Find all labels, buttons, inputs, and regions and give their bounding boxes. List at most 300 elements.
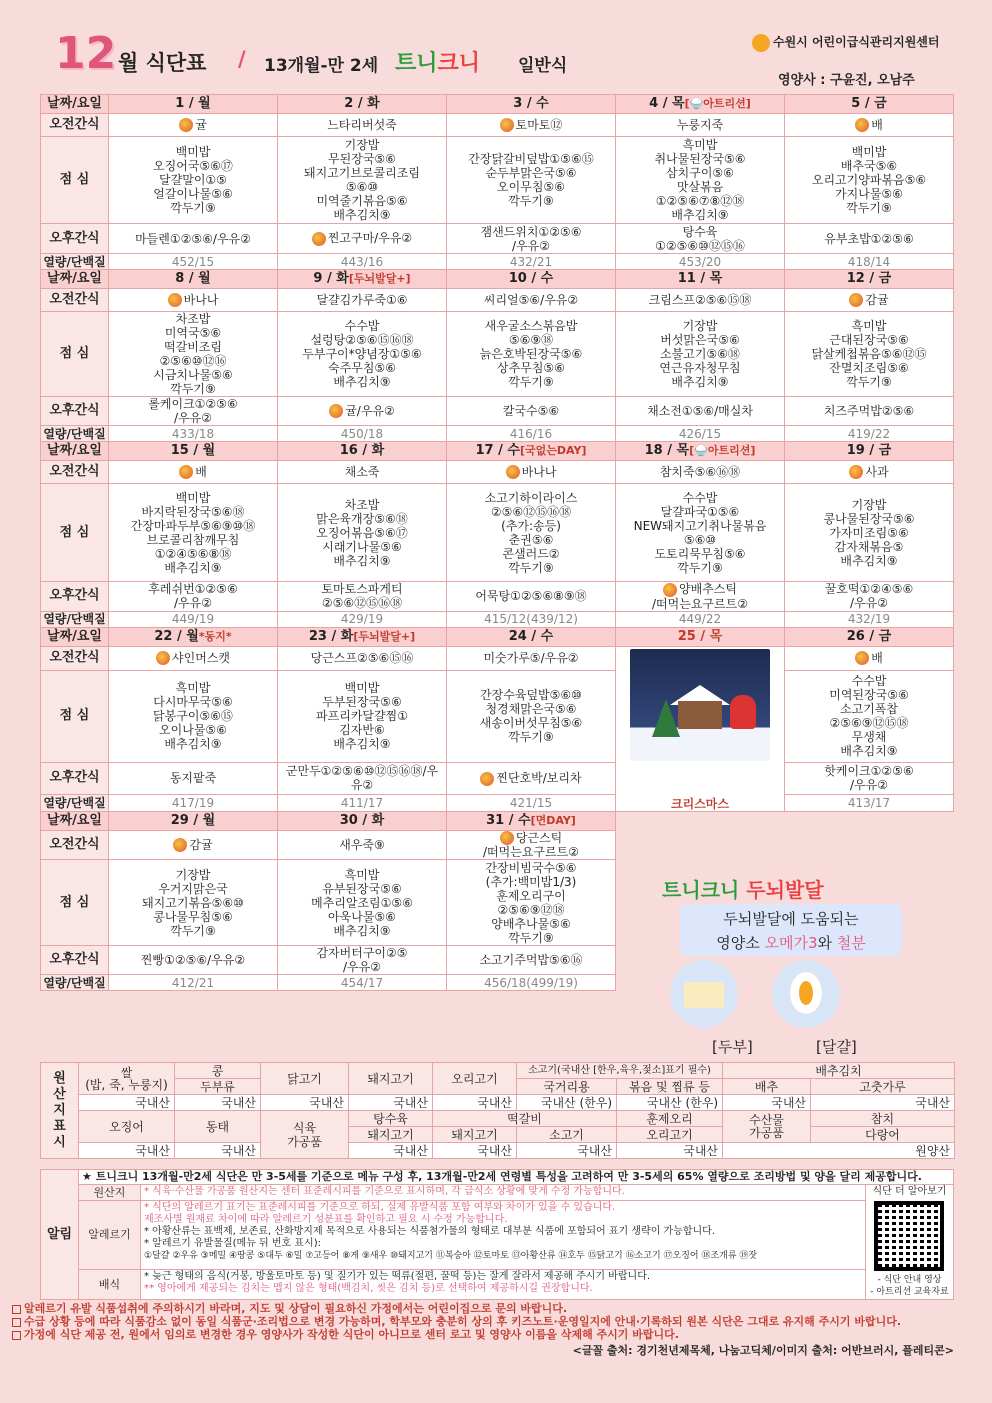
- lunch-text: 소고기하이라이스 ②⑤⑥⑫⑮⑯⑱ (추가:송등) 춘권⑤⑥ 콘샐러드② 깍두기⑨: [484, 490, 578, 575]
- lunch-text: 기장밥 콩나물된장국⑤⑥ 가자미조림⑤⑥ 감자채볶음⑤ 배추김치⑨: [823, 497, 915, 568]
- am-snack-label: 오전간식: [41, 461, 109, 484]
- promo-title: [662, 874, 824, 903]
- origin-side: 원 산 지 표 시: [41, 1063, 79, 1159]
- origin-val: 국내산 (한우): [617, 1095, 723, 1111]
- pm-snack-cell: [785, 224, 954, 254]
- pm-snack-cell: [447, 224, 616, 254]
- am-snack-text: 당근스틱 /떠먹는요구르트②: [483, 830, 579, 859]
- fruit-icon: [179, 465, 193, 479]
- kcal-label: 열량/단백질: [41, 254, 109, 270]
- origin-bean: 콩: [175, 1063, 261, 1079]
- am-snack-cell: [278, 114, 447, 137]
- day-date: 26 / 금: [846, 628, 892, 644]
- origin-chicken: 닭고기: [261, 1063, 349, 1095]
- lunch-label: 점 심: [41, 860, 109, 946]
- am-snack-text: 씨리얼⑤⑥/우유②: [483, 293, 579, 307]
- day-header: [616, 627, 785, 646]
- credit: <글꼴 출처: 경기천년제목체, 나눔고딕체/이미지 출처: 어반브러시, 플레티콘>: [572, 1344, 954, 1357]
- day-date: 25 / 목: [677, 628, 723, 644]
- kcal-label: 열량/단백질: [41, 426, 109, 442]
- day-date: 12 / 금: [846, 271, 892, 286]
- lunch-label: 점 심: [41, 312, 109, 397]
- am-snack-text: 사과: [865, 464, 889, 479]
- pm-snack-text: 찐빵①②⑤⑥/우유②: [140, 953, 246, 967]
- pm-snack-cell: [616, 397, 785, 426]
- pm-snack-text: 유부초밥①②⑤⑥: [824, 231, 914, 246]
- day-date: 2 / 화: [344, 96, 380, 111]
- kcal-text: 449/19: [171, 612, 215, 626]
- am-snack-cell: [109, 461, 278, 484]
- lunch-cell: [447, 860, 616, 946]
- pm-snack-cell: [109, 946, 278, 975]
- am-snack-cell: [109, 830, 278, 860]
- kcal-cell: [785, 794, 954, 811]
- notice-serve: [141, 1270, 866, 1300]
- origin-tuna-b: 다랑어: [811, 1127, 955, 1143]
- tofu-label: [두부]: [712, 1038, 753, 1056]
- promo-line2a: 영양소: [716, 934, 760, 952]
- origin-val: 국내산: [349, 1095, 433, 1111]
- pm-snack-text: 꿀호떡①②④⑤⑥ /우유②: [824, 582, 914, 611]
- day-date: 30 / 화: [339, 812, 385, 828]
- am-snack-text: 귤: [195, 117, 207, 132]
- lunch-text: 기장밥 버섯맑은국⑤⑥ 소불고기⑤⑥⑱ 연근유자청무침 배추김치⑨: [659, 319, 741, 389]
- lunch-cell: [109, 860, 278, 946]
- kcal-cell: [447, 426, 616, 442]
- am-snack-cell: [785, 289, 954, 312]
- kcal-cell: [109, 254, 278, 270]
- pm-snack-cell: [447, 763, 616, 795]
- origin-smoked-duck: 오리고기: [617, 1127, 723, 1143]
- day-header: [109, 811, 278, 830]
- lunch-label: 점 심: [41, 670, 109, 762]
- am-snack-text: 배: [195, 464, 207, 479]
- kcal-text: 415/12(439/12): [484, 612, 578, 626]
- day-header: [278, 442, 447, 461]
- day-header: [616, 270, 785, 289]
- pm-snack-text: 마들렌①②⑤⑥/우유②: [135, 231, 251, 246]
- kcal-text: 449/22: [678, 612, 722, 626]
- kcal-cell: [278, 975, 447, 991]
- am-snack-text: 크림스프②⑤⑥⑮⑱: [648, 293, 752, 307]
- pm-snack-text: 군만두①②⑤⑥⑩⑫⑮⑯⑱/우 유②: [285, 764, 439, 793]
- kcal-cell: [109, 611, 278, 627]
- am-snack-text: 토마토⑫: [515, 117, 563, 132]
- day-date: 15 / 월: [170, 443, 216, 458]
- fruit-icon: [663, 583, 677, 597]
- origin-val: 국내산: [433, 1095, 517, 1111]
- age-range: 13개월-만 2세: [264, 56, 379, 76]
- origin-val: 국내산: [175, 1143, 261, 1159]
- day-date: 8 / 월: [175, 271, 211, 286]
- pm-snack-cell: [616, 224, 785, 254]
- lunch-text: 수수밥 설렁탕②⑤⑥⑮⑯⑱ 두부구이*양념장①⑤⑥ 숙주무침⑤⑥ 배추김치⑨: [302, 319, 422, 389]
- pm-snack-text: 동지팥죽: [169, 771, 217, 786]
- am-snack-label: 오전간식: [41, 646, 109, 670]
- am-snack-label: 오전간식: [41, 289, 109, 312]
- origin-beef: 소고기(국내산 [한우,육우,젖소]표기 필수): [517, 1063, 723, 1079]
- am-snack-text: 당근스프②⑤⑥⑮⑯: [310, 651, 414, 666]
- kcal-label: 열량/단백질: [41, 975, 109, 991]
- origin-val: 국내산: [517, 1143, 617, 1159]
- am-snack-cell: [785, 646, 954, 670]
- am-snack-text: 채소죽: [344, 465, 380, 479]
- origin-rice: 쌀 (밥, 죽, 누룽지): [79, 1063, 175, 1095]
- lunch-cell: [785, 312, 954, 397]
- allergy-1: * 식단의 알레르기 표기는 표준레시피를 기준으로 하되, 실제 유발식품 포함 여부와 차이가 있을 수 있습니다.: [144, 1202, 616, 1214]
- allergy-2: 제조사별 원재료 차이에 따라 알레르기 성분표를 확인하고 필요 시 수정 가능합니다.: [144, 1214, 508, 1226]
- pm-snack-cell: [785, 582, 954, 612]
- qr-code-icon[interactable]: [874, 1201, 944, 1271]
- allergy-3: * 아황산류는 표백제, 보존료, 산화방지제 목적으로 사용되는 식품첨가물의 형태로 대부분 식품에 포함되어 표기 생략이 가능합니다.: [144, 1226, 716, 1238]
- kcal-text: 450/18: [340, 426, 384, 441]
- lunch-text: 간장닭갈비덮밥①⑤⑥⑮ 순두부맑은국⑤⑥ 오이무침⑤⑥ 깍두기⑨: [468, 152, 594, 208]
- pm-snack-label: 오후간식: [41, 224, 109, 254]
- pm-snack-text: 토마토스파게티 ②⑤⑥⑫⑮⑯⑱: [321, 582, 403, 611]
- pm-snack-text: 찐고구마/우유②: [327, 231, 413, 246]
- day-date: 10 / 수: [508, 271, 554, 286]
- kcal-cell: [278, 254, 447, 270]
- pm-snack-text: 감자버터구이②⑤ /우유②: [316, 946, 408, 974]
- origin-val: 국내산: [617, 1143, 723, 1159]
- origin-squid: 오징어: [79, 1111, 175, 1143]
- day-header: [616, 95, 785, 114]
- lunch-text: 백미밥 바지락된장국⑤⑥⑱ 간장마파두부⑤⑥⑨⑩⑱ 브로콜리참깨무침 ①②④⑤⑥⑧⑱ 배추김치⑨: [130, 490, 256, 575]
- pm-snack-text: 귤/우유②: [345, 403, 395, 418]
- lunch-text: 차조밥 맑은육개장⑤⑥⑱ 오징어볶음⑤⑥⑰ 시래기나물⑤⑥ 배추김치⑨: [316, 497, 408, 568]
- kcal-cell: [109, 426, 278, 442]
- menu-table: [40, 94, 954, 991]
- origin-tang-pork: 돼지고기: [349, 1127, 433, 1143]
- pm-snack-cell: [278, 763, 447, 795]
- am-snack-cell: [278, 461, 447, 484]
- center-label: 수원시 어린이급식관리지원센터: [773, 35, 940, 49]
- pm-snack-cell: [447, 946, 616, 975]
- promo-title-b: 두뇌발달: [746, 878, 824, 902]
- month-number: 12: [55, 28, 117, 79]
- qr-video: - 식단 안내 영상: [877, 1275, 942, 1285]
- lunch-text: 백미밥 오징어국⑤⑥⑰ 달걀말이①⑤ 얼갈이나물⑤⑥ 깍두기⑨: [153, 145, 233, 215]
- lunch-label: 점 심: [41, 137, 109, 224]
- tofu-icon: [670, 960, 738, 1028]
- day-header: [785, 270, 954, 289]
- day-date: 31 / 수: [486, 812, 531, 828]
- lunch-text: 흑미밥 유부된장국⑤⑥ 메추리알조림①⑤⑥ 아욱나물⑤⑥ 배추김치⑨: [311, 867, 413, 938]
- pm-snack-cell: [447, 397, 616, 426]
- day-header: [278, 95, 447, 114]
- lunch-cell: [616, 484, 785, 582]
- fruit-icon: [168, 293, 182, 307]
- christmas-illustration: [630, 649, 770, 761]
- origin-seafood: 수산물 가공품: [723, 1111, 811, 1143]
- pm-snack-text: 칼국수⑤⑥: [502, 404, 560, 418]
- holiday-cell: [616, 646, 785, 811]
- origin-val: 국내산: [175, 1095, 261, 1111]
- am-snack-text: 미숫가루⑤/우유②: [483, 651, 579, 666]
- notice-allergy: [141, 1201, 866, 1270]
- origin-tteokgalbi: 떡갈비: [433, 1111, 617, 1127]
- pm-snack-text: 찐단호박/보리차: [496, 771, 582, 786]
- kcal-cell: [278, 794, 447, 811]
- kcal-text: 411/17: [340, 795, 384, 810]
- meal-type: 일반식: [518, 56, 568, 76]
- pm-snack-cell: [278, 224, 447, 254]
- promo-line1: 두뇌발달에 도움되는: [723, 910, 859, 928]
- day-header: [109, 627, 278, 646]
- kcal-cell: [616, 254, 785, 270]
- promo-omega: 오메가3: [764, 934, 818, 952]
- day-date: 5 / 금: [851, 96, 887, 111]
- origin-val: 국내산: [723, 1095, 811, 1111]
- pm-snack-label: 오후간식: [41, 397, 109, 426]
- serve-2: ** 영아에게 제공되는 김치는 맵지 않은 형태(백김치, 씻은 김치 등)로 선택하여 제공하시길 권장합니다.: [144, 1283, 593, 1295]
- egg-icon: [772, 960, 840, 1028]
- day-tag: [🍚아트리션]: [684, 97, 751, 110]
- day-date: 1 / 월: [175, 96, 211, 111]
- origin-tuna: 참치: [811, 1111, 955, 1127]
- kcal-cell: [785, 611, 954, 627]
- kcal-text: 419/22: [847, 426, 891, 441]
- lunch-text: 흑미밥 근대된장국⑤⑥ 닭살케첩볶음⑤⑥⑫⑮ 잔멸치조림⑤⑥ 깍두기⑨: [811, 319, 927, 389]
- egg-label: [달걀]: [816, 1038, 857, 1056]
- footer-text-3: 가정에 식단 제공 전, 원에서 임의로 변경한 경우 영양사가 작성한 식단이 아니므로 센터 로고 및 영양사 이름을 삭제해 주시기 바랍니다.: [24, 1328, 679, 1341]
- pm-snack-text: 핫케이크①②⑤⑥ /우유②: [824, 764, 914, 793]
- lunch-cell: [447, 670, 616, 762]
- origin-table: [40, 1062, 955, 1159]
- fruit-icon: [179, 118, 193, 132]
- origin-beef-soup: 국거리용: [517, 1079, 617, 1095]
- qr-edu: - 아트리션 교육자료: [870, 1287, 949, 1297]
- footer-text-1: 알레르기 유발 식품섭취에 주의하시기 바라며, 지도 및 상담이 필요하신 가정에서는 어린이집으로 문의 바랍니다.: [24, 1302, 568, 1315]
- promo-line2c: 와: [817, 934, 832, 952]
- lunch-cell: [278, 860, 447, 946]
- am-snack-text: 참치죽⑤⑥⑯⑱: [659, 465, 741, 479]
- origin-val: 국내산: [261, 1095, 349, 1111]
- lunch-cell: [278, 137, 447, 224]
- lunch-text: 새우굴소스볶음밥 ⑤⑥⑨⑱ 늙은호박된장국⑤⑥ 상추무침⑤⑥ 깍두기⑨: [479, 319, 583, 389]
- day-header: [447, 627, 616, 646]
- lunch-cell: [109, 312, 278, 397]
- brand-part-b: 크니: [437, 51, 481, 76]
- origin-val: 국내산: [811, 1095, 955, 1111]
- kcal-cell: [616, 426, 785, 442]
- kcal-cell: [447, 254, 616, 270]
- brand-part-a: 트니: [395, 51, 438, 76]
- day-tag: [🍚아트리션]: [689, 444, 756, 457]
- day-header: [785, 442, 954, 461]
- am-snack-text: 누룽지죽: [676, 118, 724, 132]
- lunch-cell: [785, 137, 954, 224]
- kcal-text: 416/16: [509, 426, 553, 441]
- date-label: 날짜/요일: [41, 95, 109, 114]
- day-header: [109, 95, 278, 114]
- pm-snack-text: 롤케이크①②⑤⑥ /우유②: [148, 397, 238, 425]
- pm-snack-cell: [278, 946, 447, 975]
- day-tag: *동지*: [198, 629, 232, 643]
- fruit-icon: [855, 651, 869, 665]
- kcal-cell: [278, 611, 447, 627]
- lunch-cell: [278, 484, 447, 582]
- pm-snack-cell: [109, 224, 278, 254]
- am-snack-text: 바나나: [521, 464, 557, 479]
- promo-area: [616, 811, 954, 830]
- kcal-text: 452/15: [171, 254, 215, 269]
- origin-pollock: 동태: [175, 1111, 261, 1143]
- day-header: [447, 811, 616, 830]
- fruit-icon: [312, 232, 326, 246]
- am-snack-text: 달걀김가루죽①⑥: [316, 293, 408, 307]
- kcal-text: 426/15: [678, 426, 722, 441]
- am-snack-cell: [616, 289, 785, 312]
- notice-star: ★ 트니크니 13개월-만2세 식단은 만 3-5세를 기준으로 메뉴 구성 후, 13개월-만2세 연령별 특성을 고려하여 만 3-5세의 65% 열량으로 조리방법 및 양을 달리 제공합니다.: [79, 1170, 954, 1185]
- am-snack-text: 감귤: [865, 292, 889, 307]
- fruit-icon: [500, 118, 514, 132]
- promo-iron: 철분: [836, 934, 866, 952]
- day-date: 11 / 목: [677, 271, 723, 286]
- center-logo-icon: [752, 34, 770, 52]
- kcal-cell: [109, 794, 278, 811]
- kcal-label: 열량/단백질: [41, 611, 109, 627]
- fruit-icon: [173, 838, 187, 852]
- holiday-label: 크리스마스: [671, 796, 729, 811]
- kcal-text: 417/19: [171, 795, 215, 810]
- lunch-cell: [447, 484, 616, 582]
- origin-pork: 돼지고기: [349, 1063, 433, 1095]
- day-header: [447, 442, 616, 461]
- pm-snack-cell: [109, 582, 278, 612]
- day-date: 9 / 화: [313, 271, 349, 286]
- origin-val: 국내산: [79, 1143, 175, 1159]
- lunch-text: 백미밥 두부된장국⑤⑥ 파프리카달걀찜① 김자반⑥ 배추김치⑨: [316, 681, 408, 752]
- day-header: [785, 95, 954, 114]
- lunch-cell: [109, 484, 278, 582]
- day-tag: [면DAY]: [530, 813, 576, 827]
- date-label: 날짜/요일: [41, 811, 109, 830]
- day-date: 3 / 수: [513, 96, 549, 111]
- footer-text-2: 수급 상황 등에 따라 식품감소 없이 동일 식품군·조리법으로 변경 가능하며, 학부모와 충분히 상의 후 키즈노트·운영일지에 안내·기록하되 원본 식단은 그대로 유지해 주시기 바랍니다.: [24, 1315, 902, 1328]
- allergy-5: ①달걀 ②우유 ③메밀 ④땅콩 ⑤대두 ⑥밀 ⑦고등어 ⑧게 ⑨새우 ⑩돼지고기 ⑪복숭아 ⑫토마토 ⑬아황산류 ⑭호두 ⑮닭고기 ⑯소고기 ⑰오징어 ⑱조개류 ⑲잣: [144, 1251, 758, 1262]
- am-snack-cell: [785, 461, 954, 484]
- kcal-cell: [616, 611, 785, 627]
- lunch-text: 수수밥 미역된장국⑤⑥ 소고기폭찹 ②⑤⑥⑨⑫⑮⑱ 무생채 배추김치⑨: [829, 674, 909, 759]
- am-snack-text: 감귤: [189, 837, 213, 852]
- origin-duck: 오리고기: [433, 1063, 517, 1095]
- am-snack-text: 샤인머스캣: [172, 650, 230, 665]
- fruit-icon: [156, 651, 170, 665]
- day-date: 17 / 수: [475, 443, 520, 458]
- am-snack-cell: [616, 461, 785, 484]
- pm-snack-text: 후레쉬번①②⑤⑥ /우유②: [148, 582, 238, 611]
- origin-val: 국내산: [349, 1143, 433, 1159]
- day-tag: [두뇌발달+]: [353, 629, 416, 643]
- notice-origin-text: * 식육·수산물 가공품 원산지는 센터 표준레시피를 기준으로 표시하며, 각 급식소 상황에 맞게 수정 가능합니다.: [141, 1185, 866, 1201]
- lunch-label: 점 심: [41, 484, 109, 582]
- lunch-text: 차조밥 미역국⑤⑥ 떡갈비조림 ②⑤⑥⑩⑫⑯ 시금치나물⑤⑥ 깍두기⑨: [153, 312, 233, 396]
- kcal-text: 454/17: [340, 975, 384, 990]
- origin-smoked: 훈제오리: [617, 1111, 723, 1127]
- notice-origin-label: 원산지: [79, 1185, 141, 1201]
- day-header: [447, 95, 616, 114]
- lunch-text: 기장밥 우거지맑은국 돼지고기볶음⑤⑥⑩ 콩나물무침⑤⑥ 깍두기⑨: [142, 867, 244, 938]
- lunch-text: 수수밥 달걀파국①⑤⑥ NEW돼지고기취나물볶음 ⑤⑥⑩ 도토리묵무침⑤⑥ 깍두기⑨: [633, 490, 767, 575]
- fruit-icon: [849, 465, 863, 479]
- kcal-text: 418/14: [847, 254, 891, 269]
- am-snack-cell: [278, 830, 447, 860]
- pm-snack-cell: [785, 397, 954, 426]
- day-date: 24 / 수: [508, 628, 554, 644]
- pm-snack-text: 채소전①⑤⑥/매실차: [647, 404, 753, 418]
- am-snack-cell: [109, 114, 278, 137]
- am-snack-cell: [447, 289, 616, 312]
- am-snack-text: 새우죽⑨: [339, 837, 385, 852]
- am-snack-cell: [278, 289, 447, 312]
- title-slash: /: [238, 47, 246, 71]
- serve-1: * 늦근 형태의 음식(거봉, 방울토마토 등) 및 질기가 있는 떡류(절편, 꿀떡 등)는 잘게 잘라서 제공해 주시기 바랍니다.: [144, 1271, 651, 1283]
- allergy-4: * 알레르기 유발물질(메뉴 뒤 번호 표시):: [144, 1238, 321, 1250]
- origin-processed: 식육 가공품: [261, 1111, 349, 1159]
- lunch-text: 백미밥 배추국⑤⑥ 오리고기양파볶음⑤⑥ 가지나물⑤⑥ 깍두기⑨: [811, 145, 927, 215]
- kcal-cell: [278, 426, 447, 442]
- day-date: 18 / 목: [644, 443, 690, 458]
- center-name: [752, 33, 939, 52]
- footer-note-3: [12, 1326, 679, 1342]
- origin-tangsuyuk: 탕수육: [349, 1111, 433, 1127]
- am-snack-cell: [447, 114, 616, 137]
- pm-snack-cell: [278, 582, 447, 612]
- fruit-icon: [480, 772, 494, 786]
- day-header: [616, 442, 785, 461]
- am-snack-cell: [616, 114, 785, 137]
- lunch-cell: [109, 137, 278, 224]
- christmas-shape: [678, 701, 722, 729]
- origin-val: 원양산: [723, 1143, 955, 1159]
- pm-snack-text: 양배추스틱 /떠먹는요구르트②: [652, 582, 748, 611]
- am-snack-cell: [447, 830, 616, 860]
- brain-promo: [620, 860, 954, 1060]
- pm-snack-text: 어묵탕①②⑤⑥⑧⑨⑱: [475, 589, 587, 604]
- am-snack-text: 느타리버섯죽: [327, 118, 397, 132]
- qr-box: [865, 1185, 953, 1300]
- nutritionist: 영양사 : 구윤진, 오남주: [778, 73, 915, 88]
- pm-snack-text: 탕수육 ①②⑤⑥⑩⑫⑮⑯: [655, 224, 745, 253]
- kcal-text: 433/18: [171, 426, 215, 441]
- lunch-cell: [616, 137, 785, 224]
- fruit-icon: [329, 404, 343, 418]
- day-header: [278, 811, 447, 830]
- am-snack-label: 오전간식: [41, 830, 109, 860]
- day-date: 4 / 목: [649, 96, 685, 111]
- pm-snack-label: 오후간식: [41, 946, 109, 975]
- kcal-text: 429/19: [340, 612, 384, 626]
- day-date: 23 / 화: [308, 628, 354, 644]
- origin-kimchi: 배추김치: [723, 1063, 955, 1079]
- header: [0, 0, 992, 94]
- kcal-text: 456/18(499/19): [484, 975, 578, 990]
- lunch-text: 흑미밥 취나물된장국⑤⑥ 삼치구이⑤⑥ 맛살볶음 ①②⑤⑥⑦⑧⑫⑱ 배추김치⑨: [654, 138, 746, 222]
- am-snack-cell: [278, 646, 447, 670]
- fruit-icon: [855, 118, 869, 132]
- am-snack-cell: [447, 646, 616, 670]
- day-date: 16 / 화: [339, 443, 385, 458]
- kcal-text: 412/21: [171, 975, 215, 990]
- checkbox-icon: [12, 1331, 21, 1340]
- day-tag: [두뇌발달+]: [348, 272, 411, 285]
- kcal-text: 443/16: [340, 254, 384, 269]
- fruit-icon: [500, 831, 514, 845]
- am-snack-cell: [109, 289, 278, 312]
- notice-table: [40, 1169, 954, 1300]
- origin-pepper: 고춧가루: [811, 1079, 955, 1095]
